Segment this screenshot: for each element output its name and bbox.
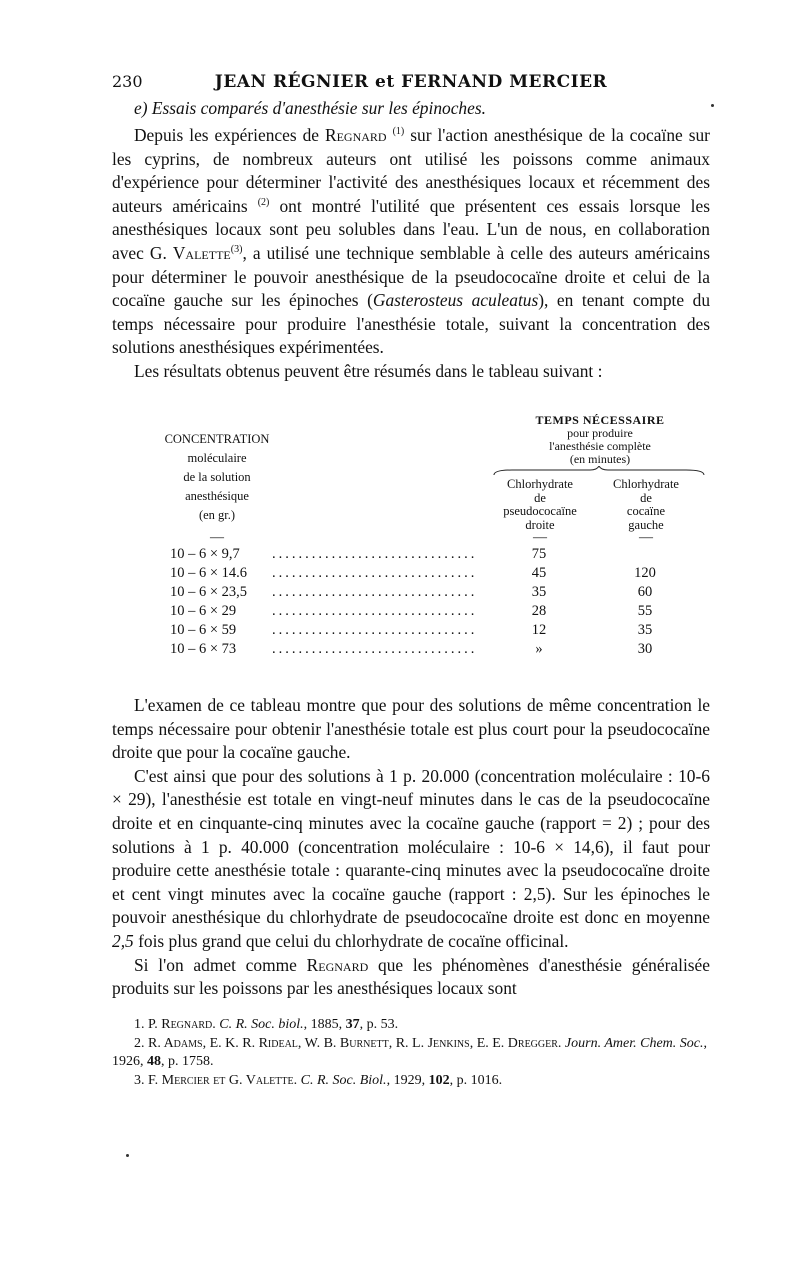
table-row [112,641,710,660]
table-header-concentration [142,430,292,525]
table-row [112,546,710,565]
header-line: Chlorhydrate [613,477,679,491]
header-line: anesthésique [185,489,249,503]
header-line: de la solution [183,470,251,484]
species-name: Gasterosteus aculeatus [372,290,539,311]
footnote-ref-3: (3) [230,244,243,256]
cell-pseudococaine: 35 [531,584,547,600]
footnotes [112,1016,710,1090]
cell-cocaine: 30 [637,641,653,657]
table-row [112,622,710,641]
header-line: (en gr.) [198,508,236,522]
author-regnard: Regnard [324,125,387,145]
author-regnard: Regnard [306,954,369,975]
header-line: Chlorhydrate [507,477,573,491]
header-line: de [534,490,546,505]
leader-dots: ............................... [272,546,478,562]
paragraph-3: L'examen de ce tableau montre que pour des solutions de même concentration le temps nécessaire pour obtenir l'anesthésie totale est plus court pour la pseudococaïne droite que pour la cocaïne gauche. [112,695,710,763]
cell-pseudococaine: » [535,641,543,657]
header-line: l'anesthésie complète [549,439,651,453]
column-header-pseudococaine [490,478,590,532]
page-header [112,72,710,96]
leader-dots: ............................... [272,622,478,638]
print-speck [711,104,714,107]
paragraph-2: Les résultats obtenus peuvent être résumés dans le tableau suivant : [134,360,603,381]
header-line: de [640,490,652,505]
page-number: 230 [112,72,143,91]
table-row [112,584,710,603]
header-line: gauche [628,517,664,532]
cell-pseudococaine: 45 [531,565,547,581]
running-title: JEAN RÉGNIER et FERNAND MERCIER [214,72,608,92]
header-line: CONCENTRATION [164,432,270,446]
cell-pseudococaine: 75 [531,546,547,562]
header-line: pseudococaïne [503,504,577,518]
paragraph-5: Si l'on admet comme Regnard que les phénomènes d'anesthésie généralisée produits sur les poissons par les anesthésiques locaux sont [112,954,710,999]
cell-pseudococaine: 12 [531,622,547,638]
footnote-ref-2: (2) [257,196,270,208]
header-line: droite [525,517,555,532]
header-line: moléculaire [187,451,247,465]
leader-dots: ............................... [272,584,478,600]
print-speck [126,1154,129,1157]
header-line: (en minutes) [569,452,631,466]
paragraph-intro [112,124,710,384]
dash-concentration: — [210,530,224,545]
section-heading: e) Essais comparés d'anesthésie sur les épinoches. [134,98,486,118]
header-line: pour produire [567,426,633,440]
leader-dots: ............................... [272,641,478,657]
footnote-2: 2. R. Adams, E. K. R. Rideal, W. B. Burnett, R. L. Jenkins, E. E. Dregger. Journ. Amer. Chem. Soc., 1926, 48, p. 1758. [112,1035,707,1069]
footnote-3: 3. F. Mercier et G. Valette. C. R. Soc. Biol., 1929, 102, p. 1016. [134,1072,503,1088]
header-line: cocaïne [626,504,666,518]
cell-cocaine: 60 [637,584,653,600]
table-header-time [494,414,706,466]
cell-concentration: 10 – 6 × 73 [170,641,237,657]
dash-cocaine: — [639,530,653,545]
table-row [112,565,710,584]
footnote-ref-1: (1) [392,126,405,138]
ratio-value: 2,5 [112,930,134,951]
table-row [112,603,710,622]
dash-pseudo: — [533,530,547,545]
cell-concentration: 10 – 6 × 23,5 [170,584,248,600]
author-valette: Valette [172,242,231,263]
header-line: TEMPS NÉCESSAIRE [535,413,665,427]
header-brace [492,466,706,476]
paragraph-4: C'est ainsi que pour des solutions à 1 p. 20.000 (concentration moléculaire : 10-6 × 29), l'anesthésie est totale en vingt-neuf minutes dans le cas de la pseudococaïne droite et en cinquante-cinq minutes avec la cocaïne gauche (rapport = 2) ; pour des solutions à 1 p. 40.000 (concentration moléculaire : 10-6 × 14,6), il faut pour produire cette anesthésie totale : quarante-cinq minutes avec la pseudococaïne droite et cent vingt minutes avec la cocaïne gauche (rapport : 2,5). Sur les épinoches le pouvoir anesthésique du chlorhydrate de pseudococaïne droite est donc en moyenne 2,5 fois plus grand que celui du chlorhydrate de cocaïne officinal. [112,765,710,951]
paragraph-analysis [112,694,710,1001]
footnote-1: 1. P. Regnard. C. R. Soc. biol., 1885, 37, p. 53. [134,1017,399,1032]
column-header-cocaine [596,478,696,532]
cell-concentration: 10 – 6 × 59 [170,622,237,638]
results-table [112,412,710,682]
leader-dots: ............................... [272,603,478,619]
cell-concentration: 10 – 6 × 29 [170,603,237,619]
cell-concentration: 10 – 6 × 14.6 [170,565,248,581]
cell-pseudococaine: 28 [531,603,547,619]
paragraph-1: Depuis les expériences de Regnard $^{(1)}$ sur l'action anesthésique de la cocaïne sur les cyprins, de nombreux auteurs ont utilisé les poissons comme animaux d'expérience pour déterminer l'activité des anesthésiques locaux et récemment des auteurs américains $^{(2)}$ ont montré l'utilité que présentent ces essais lorsque les anesthésiques locaux sont peu solubles dans l'eau. L'un de nous, en collaboration avec G. Valette$^{(3)}$, a utilisé une technique semblable à celle des auteurs américains pour déterminer le pouvoir anesthésique de la pseudococaïne droite et celui de la cocaïne gauche sur les épinoches (Gasterosteus aculeatus), en tenant compte du temps nécessaire pour produire l'anesthésie totale, suivant la concentration des solutions anesthésiques expérimentées. [112,125,711,358]
cell-cocaine: 120 [634,565,656,581]
cell-cocaine: 35 [637,622,653,638]
cell-concentration: 10 – 6 × 9,7 [170,546,240,562]
leader-dots: ............................... [272,565,478,581]
cell-cocaine: 55 [637,603,653,619]
